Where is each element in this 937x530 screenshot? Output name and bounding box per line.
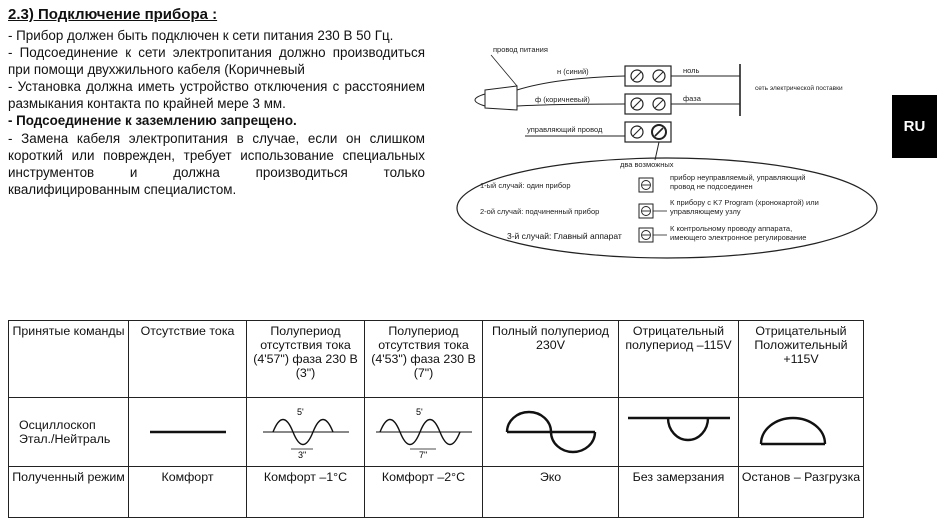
wave-neg-pos: [739, 398, 864, 467]
paragraph-ground: - Подсоединение к заземлению запрещено.: [8, 113, 297, 129]
wave-no-current: [129, 398, 247, 467]
result-label: Полученный режим: [9, 467, 129, 518]
table-row-waveforms: [9, 398, 864, 467]
oscilloscope-label: Осциллоскоп Этал./Нейтраль: [9, 398, 129, 467]
n-wire-label: н (синий): [557, 67, 589, 76]
table-row-results: [9, 467, 864, 518]
paragraph-disconnect: - Установка должна иметь устройство отключения с расстоянием размыкания контакта по крайней мере 3 мм.: [8, 79, 425, 112]
case2-label: 2-ой случай: подчиненный прибор: [480, 207, 600, 216]
result-stop: Останов – Разгрузка: [739, 467, 864, 518]
two-options-label: два возможных: [620, 160, 674, 169]
case3-desc-2: имеющего электронное регулирование: [670, 233, 807, 242]
commands-table: [8, 320, 864, 518]
paragraph-power: - Прибор должен быть подключен к сети питания 230 В 50 Гц.: [8, 28, 394, 43]
case3-label: 3-й случай: Главный аппарат: [507, 231, 622, 241]
result-comfort-minus2: Комфорт –2°C: [365, 467, 483, 518]
header-half-7: Полупериод отсутствия тока (4'53") фаза 230 В (7"): [365, 321, 483, 398]
result-comfort-minus1: Комфорт –1°C: [247, 467, 365, 518]
paragraph-cable: - Подсоединение к сети электропитания должно производиться при помощи двухжильного кабеля (Коричневый: [8, 45, 425, 78]
wave-half-3: [247, 398, 365, 467]
header-no-current: Отсутствие тока: [129, 321, 247, 398]
wave-half-7: [365, 398, 483, 467]
power-wire-label: провод питания: [493, 45, 548, 54]
wave-3-top-label: 5': [296, 407, 304, 417]
wiring-diagram: [455, 38, 885, 268]
result-frost: Без замерзания: [619, 467, 739, 518]
instructions-text: [8, 27, 425, 198]
case2-desc-1: К прибору с K7 Program (хронокартой) или: [670, 198, 819, 207]
header-full-half: Полный полупериод 230V: [483, 321, 619, 398]
header-commands: Принятые команды: [9, 321, 129, 398]
header-neg-pos: Отрицательный Положительный +115V: [739, 321, 864, 398]
neutral-label: ноль: [683, 66, 700, 75]
case2-desc-2: управляющему узлу: [670, 207, 741, 216]
wave-3-bottom-label: 3": [297, 450, 306, 459]
result-comfort: Комфорт: [129, 467, 247, 518]
grid-label: сеть электрической поставки: [755, 85, 843, 92]
result-eco: Эко: [483, 467, 619, 518]
case1-desc-1: прибор неуправляемый, управляющий: [670, 173, 806, 182]
wave-full-half: [483, 398, 619, 467]
wave-negative: [619, 398, 739, 467]
case1-label: 1-ый случай: один прибор: [480, 181, 571, 190]
wave-7-bottom-label: 7": [418, 450, 427, 459]
case3-desc-1: К контрольному проводу аппарата,: [670, 224, 793, 233]
wave-7-top-label: 5': [415, 407, 423, 417]
table-row-headers: [9, 321, 864, 398]
paragraph-replace: - Замена кабеля электропитания в случае, если он слишком короткий или поврежден, требует использование специальных инструментов и должна производиться только квалифицированным специалистом.: [8, 130, 425, 197]
language-tab: RU: [892, 95, 937, 158]
phase-label: фаза: [683, 94, 701, 103]
f-wire-label: ф (коричневый): [535, 95, 590, 104]
control-wire-label: управляющий провод: [527, 125, 603, 134]
header-half-3: Полупериод отсутствия тока (4'57") фаза 230 В (3"): [247, 321, 365, 398]
header-negative: Отрицательный полупериод –115V: [619, 321, 739, 398]
section-title: 2.3) Подключение прибора :: [8, 6, 218, 23]
case1-desc-2: провод не подсоединен: [670, 182, 753, 191]
